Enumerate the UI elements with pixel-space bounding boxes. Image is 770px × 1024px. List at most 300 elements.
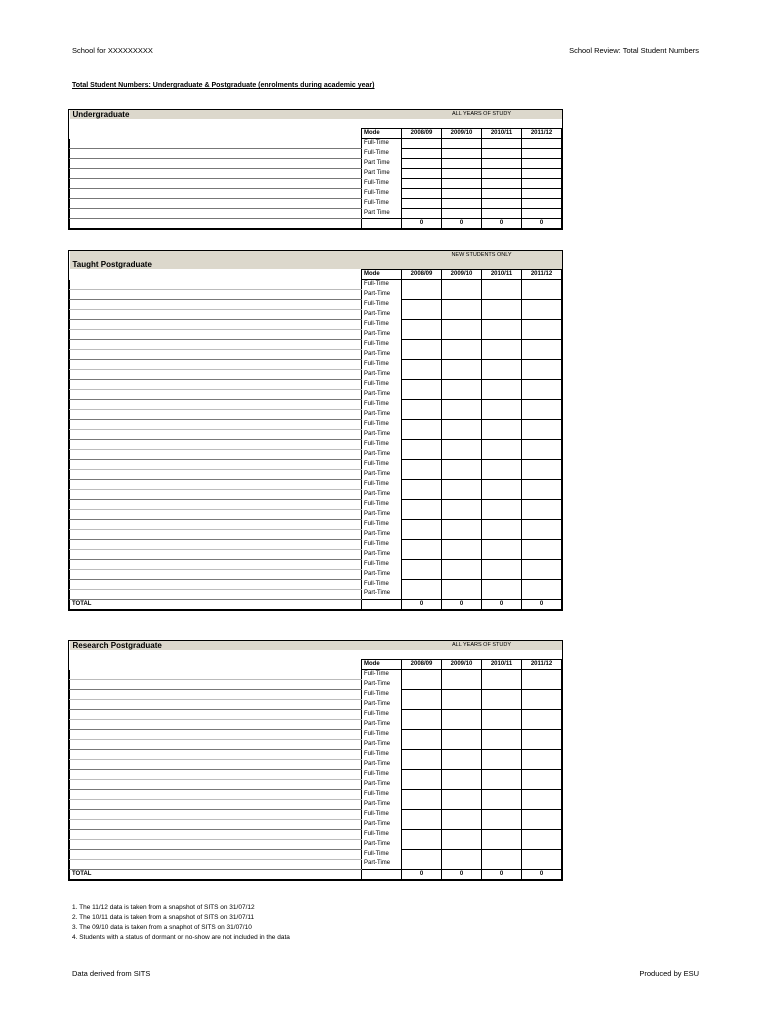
value-cell[interactable] [402,159,442,169]
value-cell[interactable] [442,509,482,519]
value-cell[interactable] [442,729,482,739]
value-cell[interactable] [482,199,522,209]
value-cell[interactable] [402,399,442,409]
value-cell[interactable] [402,549,442,559]
programme-name-cell[interactable] [70,339,362,349]
value-cell[interactable] [482,339,522,349]
value-cell[interactable] [402,789,442,799]
value-cell[interactable] [402,409,442,419]
value-cell[interactable] [442,349,482,359]
value-cell[interactable] [442,539,482,549]
value-cell[interactable] [522,719,562,729]
value-cell[interactable] [442,549,482,559]
value-cell[interactable] [482,479,522,489]
programme-name-cell[interactable] [70,199,362,209]
programme-name-cell[interactable] [70,539,362,549]
programme-name-cell[interactable] [70,439,362,449]
value-cell[interactable] [482,839,522,849]
value-cell[interactable] [402,309,442,319]
value-cell[interactable] [522,739,562,749]
value-cell[interactable] [482,329,522,339]
value-cell[interactable] [482,419,522,429]
value-cell[interactable] [402,489,442,499]
programme-name-cell[interactable] [70,839,362,849]
value-cell[interactable] [482,559,522,569]
value-cell[interactable] [442,819,482,829]
value-cell[interactable] [442,569,482,579]
value-cell[interactable] [402,589,442,599]
value-cell[interactable] [522,329,562,339]
value-cell[interactable] [442,670,482,680]
value-cell[interactable] [482,139,522,149]
programme-name-cell[interactable] [70,399,362,409]
programme-name-cell[interactable] [70,819,362,829]
programme-name-cell[interactable] [70,309,362,319]
value-cell[interactable] [402,819,442,829]
value-cell[interactable] [482,589,522,599]
value-cell[interactable] [442,199,482,209]
value-cell[interactable] [482,569,522,579]
value-cell[interactable] [402,339,442,349]
value-cell[interactable] [522,359,562,369]
value-cell[interactable] [402,289,442,299]
value-cell[interactable] [482,859,522,869]
value-cell[interactable] [522,399,562,409]
value-cell[interactable] [402,679,442,689]
value-cell[interactable] [522,379,562,389]
value-cell[interactable] [522,349,562,359]
value-cell[interactable] [402,349,442,359]
value-cell[interactable] [442,449,482,459]
value-cell[interactable] [402,389,442,399]
value-cell[interactable] [482,529,522,539]
value-cell[interactable] [522,579,562,589]
value-cell[interactable] [442,149,482,159]
value-cell[interactable] [442,439,482,449]
value-cell[interactable] [442,769,482,779]
value-cell[interactable] [402,519,442,529]
programme-name-cell[interactable] [70,349,362,359]
value-cell[interactable] [402,579,442,589]
programme-name-cell[interactable] [70,779,362,789]
value-cell[interactable] [442,339,482,349]
value-cell[interactable] [522,439,562,449]
value-cell[interactable] [482,299,522,309]
value-cell[interactable] [402,419,442,429]
programme-name-cell[interactable] [70,449,362,459]
value-cell[interactable] [482,429,522,439]
value-cell[interactable] [522,189,562,199]
value-cell[interactable] [482,749,522,759]
programme-name-cell[interactable] [70,670,362,680]
value-cell[interactable] [442,839,482,849]
value-cell[interactable] [522,749,562,759]
value-cell[interactable] [442,289,482,299]
value-cell[interactable] [482,679,522,689]
value-cell[interactable] [402,379,442,389]
programme-name-cell[interactable] [70,749,362,759]
value-cell[interactable] [522,729,562,739]
programme-name-cell[interactable] [70,519,362,529]
programme-name-cell[interactable] [70,589,362,599]
value-cell[interactable] [482,159,522,169]
value-cell[interactable] [442,399,482,409]
programme-name-cell[interactable] [70,559,362,569]
programme-name-cell[interactable] [70,149,362,159]
value-cell[interactable] [442,309,482,319]
programme-name-cell[interactable] [70,459,362,469]
value-cell[interactable] [442,589,482,599]
value-cell[interactable] [522,670,562,680]
value-cell[interactable] [522,549,562,559]
value-cell[interactable] [442,779,482,789]
programme-name-cell[interactable] [70,299,362,309]
value-cell[interactable] [482,459,522,469]
value-cell[interactable] [482,309,522,319]
value-cell[interactable] [442,519,482,529]
value-cell[interactable] [522,469,562,479]
programme-name-cell[interactable] [70,709,362,719]
value-cell[interactable] [522,369,562,379]
value-cell[interactable] [442,419,482,429]
value-cell[interactable] [482,409,522,419]
value-cell[interactable] [522,339,562,349]
programme-name-cell[interactable] [70,509,362,519]
value-cell[interactable] [522,529,562,539]
programme-name-cell[interactable] [70,859,362,869]
value-cell[interactable] [442,409,482,419]
value-cell[interactable] [482,809,522,819]
value-cell[interactable] [522,689,562,699]
programme-name-cell[interactable] [70,579,362,589]
value-cell[interactable] [402,429,442,439]
value-cell[interactable] [482,779,522,789]
programme-name-cell[interactable] [70,529,362,539]
value-cell[interactable] [522,679,562,689]
value-cell[interactable] [402,839,442,849]
value-cell[interactable] [402,139,442,149]
value-cell[interactable] [482,829,522,839]
value-cell[interactable] [442,329,482,339]
value-cell[interactable] [402,849,442,859]
value-cell[interactable] [522,199,562,209]
value-cell[interactable] [482,489,522,499]
value-cell[interactable] [522,519,562,529]
value-cell[interactable] [402,499,442,509]
value-cell[interactable] [442,179,482,189]
value-cell[interactable] [442,859,482,869]
value-cell[interactable] [522,829,562,839]
value-cell[interactable] [442,529,482,539]
programme-name-cell[interactable] [70,159,362,169]
value-cell[interactable] [442,169,482,179]
value-cell[interactable] [442,849,482,859]
value-cell[interactable] [442,749,482,759]
programme-name-cell[interactable] [70,359,362,369]
value-cell[interactable] [402,189,442,199]
value-cell[interactable] [482,179,522,189]
value-cell[interactable] [442,479,482,489]
value-cell[interactable] [522,709,562,719]
value-cell[interactable] [522,179,562,189]
value-cell[interactable] [402,479,442,489]
value-cell[interactable] [442,319,482,329]
value-cell[interactable] [442,579,482,589]
programme-name-cell[interactable] [70,319,362,329]
value-cell[interactable] [442,369,482,379]
value-cell[interactable] [482,789,522,799]
value-cell[interactable] [482,379,522,389]
value-cell[interactable] [482,759,522,769]
programme-name-cell[interactable] [70,759,362,769]
value-cell[interactable] [522,409,562,419]
value-cell[interactable] [442,280,482,290]
value-cell[interactable] [402,439,442,449]
value-cell[interactable] [482,169,522,179]
value-cell[interactable] [402,169,442,179]
value-cell[interactable] [402,759,442,769]
programme-name-cell[interactable] [70,369,362,379]
value-cell[interactable] [522,569,562,579]
value-cell[interactable] [522,429,562,439]
value-cell[interactable] [522,449,562,459]
programme-name-cell[interactable] [70,809,362,819]
value-cell[interactable] [482,289,522,299]
value-cell[interactable] [522,779,562,789]
value-cell[interactable] [402,209,442,219]
value-cell[interactable] [482,579,522,589]
value-cell[interactable] [482,469,522,479]
value-cell[interactable] [402,719,442,729]
value-cell[interactable] [442,499,482,509]
programme-name-cell[interactable] [70,549,362,559]
value-cell[interactable] [522,319,562,329]
value-cell[interactable] [402,749,442,759]
value-cell[interactable] [482,689,522,699]
value-cell[interactable] [442,739,482,749]
value-cell[interactable] [402,779,442,789]
value-cell[interactable] [482,709,522,719]
programme-name-cell[interactable] [70,179,362,189]
value-cell[interactable] [442,679,482,689]
value-cell[interactable] [442,359,482,369]
value-cell[interactable] [482,539,522,549]
value-cell[interactable] [522,559,562,569]
value-cell[interactable] [402,689,442,699]
programme-name-cell[interactable] [70,719,362,729]
programme-name-cell[interactable] [70,389,362,399]
value-cell[interactable] [522,289,562,299]
value-cell[interactable] [522,819,562,829]
value-cell[interactable] [522,309,562,319]
value-cell[interactable] [442,759,482,769]
value-cell[interactable] [442,189,482,199]
value-cell[interactable] [522,539,562,549]
value-cell[interactable] [402,569,442,579]
value-cell[interactable] [402,179,442,189]
value-cell[interactable] [482,319,522,329]
value-cell[interactable] [522,479,562,489]
value-cell[interactable] [482,819,522,829]
value-cell[interactable] [402,709,442,719]
value-cell[interactable] [442,299,482,309]
value-cell[interactable] [482,449,522,459]
value-cell[interactable] [482,509,522,519]
value-cell[interactable] [522,209,562,219]
value-cell[interactable] [522,799,562,809]
value-cell[interactable] [482,389,522,399]
value-cell[interactable] [402,729,442,739]
value-cell[interactable] [402,319,442,329]
value-cell[interactable] [482,349,522,359]
value-cell[interactable] [482,280,522,290]
value-cell[interactable] [522,139,562,149]
value-cell[interactable] [442,209,482,219]
value-cell[interactable] [522,849,562,859]
value-cell[interactable] [402,149,442,159]
programme-name-cell[interactable] [70,379,362,389]
value-cell[interactable] [522,699,562,709]
programme-name-cell[interactable] [70,329,362,339]
programme-name-cell[interactable] [70,569,362,579]
value-cell[interactable] [402,559,442,569]
value-cell[interactable] [522,499,562,509]
value-cell[interactable] [522,589,562,599]
programme-name-cell[interactable] [70,739,362,749]
programme-name-cell[interactable] [70,849,362,859]
programme-name-cell[interactable] [70,729,362,739]
programme-name-cell[interactable] [70,289,362,299]
value-cell[interactable] [402,539,442,549]
programme-name-cell[interactable] [70,409,362,419]
value-cell[interactable] [482,670,522,680]
programme-name-cell[interactable] [70,789,362,799]
value-cell[interactable] [402,359,442,369]
value-cell[interactable] [442,709,482,719]
value-cell[interactable] [482,189,522,199]
programme-name-cell[interactable] [70,280,362,290]
value-cell[interactable] [402,670,442,680]
programme-name-cell[interactable] [70,139,362,149]
value-cell[interactable] [442,459,482,469]
value-cell[interactable] [482,719,522,729]
value-cell[interactable] [482,799,522,809]
value-cell[interactable] [522,299,562,309]
value-cell[interactable] [442,799,482,809]
programme-name-cell[interactable] [70,469,362,479]
value-cell[interactable] [442,699,482,709]
value-cell[interactable] [482,399,522,409]
value-cell[interactable] [402,859,442,869]
value-cell[interactable] [522,839,562,849]
value-cell[interactable] [442,469,482,479]
value-cell[interactable] [522,789,562,799]
value-cell[interactable] [482,769,522,779]
programme-name-cell[interactable] [70,829,362,839]
value-cell[interactable] [522,509,562,519]
value-cell[interactable] [482,499,522,509]
value-cell[interactable] [482,729,522,739]
value-cell[interactable] [442,559,482,569]
programme-name-cell[interactable] [70,679,362,689]
value-cell[interactable] [442,159,482,169]
value-cell[interactable] [402,199,442,209]
value-cell[interactable] [442,139,482,149]
value-cell[interactable] [402,369,442,379]
value-cell[interactable] [442,389,482,399]
value-cell[interactable] [482,209,522,219]
value-cell[interactable] [442,719,482,729]
value-cell[interactable] [522,769,562,779]
value-cell[interactable] [522,149,562,159]
programme-name-cell[interactable] [70,699,362,709]
value-cell[interactable] [402,449,442,459]
value-cell[interactable] [442,789,482,799]
value-cell[interactable] [442,689,482,699]
value-cell[interactable] [402,769,442,779]
programme-name-cell[interactable] [70,479,362,489]
value-cell[interactable] [402,469,442,479]
value-cell[interactable] [522,280,562,290]
value-cell[interactable] [402,799,442,809]
programme-name-cell[interactable] [70,419,362,429]
programme-name-cell[interactable] [70,689,362,699]
value-cell[interactable] [482,549,522,559]
value-cell[interactable] [482,439,522,449]
value-cell[interactable] [482,359,522,369]
programme-name-cell[interactable] [70,169,362,179]
programme-name-cell[interactable] [70,769,362,779]
value-cell[interactable] [442,809,482,819]
programme-name-cell[interactable] [70,189,362,199]
value-cell[interactable] [482,699,522,709]
value-cell[interactable] [522,159,562,169]
value-cell[interactable] [522,169,562,179]
value-cell[interactable] [522,419,562,429]
value-cell[interactable] [402,739,442,749]
value-cell[interactable] [442,379,482,389]
value-cell[interactable] [402,699,442,709]
value-cell[interactable] [402,329,442,339]
value-cell[interactable] [402,299,442,309]
programme-name-cell[interactable] [70,209,362,219]
value-cell[interactable] [522,859,562,869]
value-cell[interactable] [522,809,562,819]
value-cell[interactable] [402,529,442,539]
value-cell[interactable] [482,849,522,859]
value-cell[interactable] [522,459,562,469]
value-cell[interactable] [482,149,522,159]
value-cell[interactable] [522,489,562,499]
value-cell[interactable] [402,280,442,290]
value-cell[interactable] [442,429,482,439]
value-cell[interactable] [522,389,562,399]
programme-name-cell[interactable] [70,799,362,809]
value-cell[interactable] [402,459,442,469]
value-cell[interactable] [442,829,482,839]
value-cell[interactable] [482,519,522,529]
value-cell[interactable] [402,809,442,819]
value-cell[interactable] [482,369,522,379]
value-cell[interactable] [402,509,442,519]
value-cell[interactable] [522,759,562,769]
programme-name-cell[interactable] [70,429,362,439]
value-cell[interactable] [482,739,522,749]
programme-name-cell[interactable] [70,489,362,499]
value-cell[interactable] [402,829,442,839]
value-cell[interactable] [442,489,482,499]
programme-name-cell[interactable] [70,499,362,509]
